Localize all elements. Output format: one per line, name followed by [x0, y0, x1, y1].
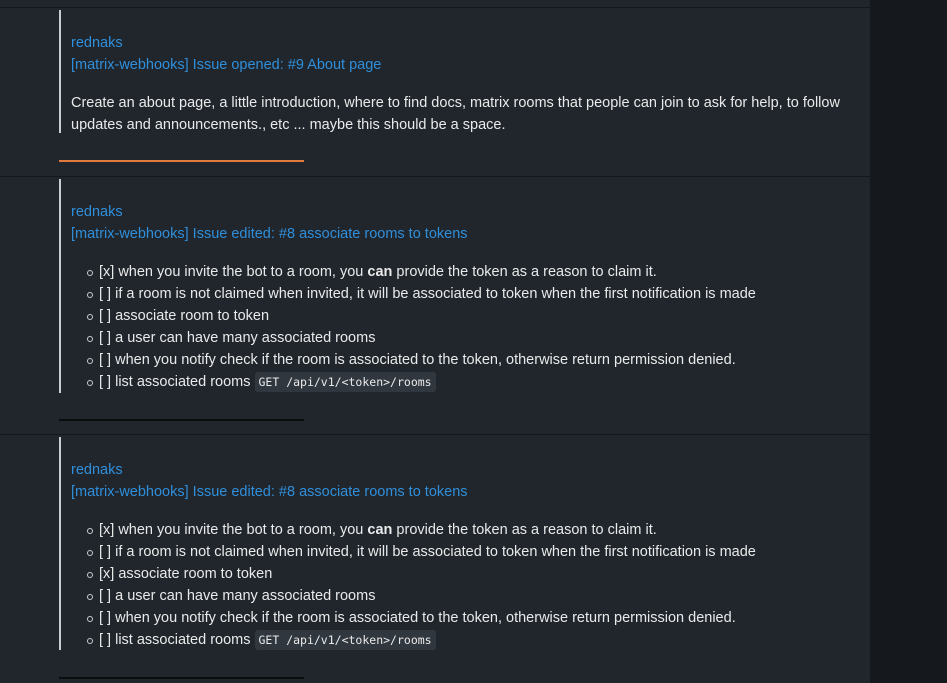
bullet-icon [87, 572, 93, 578]
inline-code: GET /api/v1/<token>/rooms [255, 372, 436, 392]
bullet-icon [87, 594, 93, 600]
task-item [87, 563, 841, 585]
sender-name[interactable]: rednaks [71, 462, 123, 478]
sender-name[interactable]: rednaks [71, 204, 123, 220]
task-text: [ ] list associated rooms [99, 374, 251, 390]
task-text: [ ] when you notify check if the room is associated to the token, otherwise return permission denied. [99, 610, 736, 626]
task-item [87, 629, 841, 651]
bullet-icon [87, 270, 93, 276]
bullet-icon [87, 358, 93, 364]
timeline-event[interactable] [0, 435, 870, 683]
task-bold-text: can [367, 264, 393, 280]
task-item [87, 607, 841, 629]
read-marker [59, 677, 304, 679]
bullet-icon [87, 314, 93, 320]
bullet-icon [87, 380, 93, 386]
task-bold-text: can [367, 522, 393, 538]
task-item [87, 519, 841, 541]
timeline-event[interactable] [0, 8, 870, 176]
inline-code: GET /api/v1/<token>/rooms [255, 630, 436, 650]
task-text: provide the token as a reason to claim it. [392, 264, 657, 280]
task-list [71, 261, 841, 393]
bullet-icon [87, 638, 93, 644]
bullet-icon [87, 550, 93, 556]
task-item [87, 371, 841, 393]
message-body: Create an about page, a little introduction, where to find docs, matrix rooms that people can join to ask for help, to follow updates and announcements., etc ... maybe this should be a space. [71, 95, 840, 133]
task-text: provide the token as a reason to claim it. [392, 522, 657, 538]
notification-title[interactable]: [matrix-webhooks] Issue opened: #9 About page [71, 57, 382, 73]
unread-marker [59, 160, 304, 162]
task-list [71, 519, 841, 651]
task-item [87, 541, 841, 563]
message-quote [59, 437, 841, 650]
task-item [87, 327, 841, 349]
sender-name[interactable]: rednaks [71, 35, 123, 51]
task-text: [x] when you invite the bot to a room, you [99, 264, 368, 280]
message-quote [59, 179, 841, 393]
bullet-icon [87, 292, 93, 298]
task-item [87, 261, 841, 283]
bullet-icon [87, 528, 93, 534]
bullet-icon [87, 616, 93, 622]
task-item [87, 283, 841, 305]
task-item [87, 305, 841, 327]
task-item [87, 585, 841, 607]
task-text: [x] when you invite the bot to a room, you [99, 522, 368, 538]
task-text: [ ] a user can have many associated rooms [99, 588, 376, 604]
message-quote [59, 10, 841, 133]
task-text: [x] associate room to token [99, 566, 273, 582]
task-text: [ ] when you notify check if the room is associated to the token, otherwise return permission denied. [99, 352, 736, 368]
timeline-event[interactable] [0, 177, 870, 433]
task-text: [ ] list associated rooms [99, 632, 251, 648]
read-marker [59, 419, 304, 421]
task-text: [ ] a user can have many associated rooms [99, 330, 376, 346]
task-text: [ ] associate room to token [99, 308, 270, 324]
notification-title[interactable]: [matrix-webhooks] Issue edited: #8 associate rooms to tokens [71, 484, 468, 500]
right-panel [870, 0, 947, 683]
task-item [87, 349, 841, 371]
bullet-icon [87, 336, 93, 342]
task-text: [ ] if a room is not claimed when invited, it will be associated to token when the first notification is made [99, 286, 756, 302]
task-text: [ ] if a room is not claimed when invited, it will be associated to token when the first notification is made [99, 544, 756, 560]
notification-title[interactable]: [matrix-webhooks] Issue edited: #8 associate rooms to tokens [71, 226, 468, 242]
